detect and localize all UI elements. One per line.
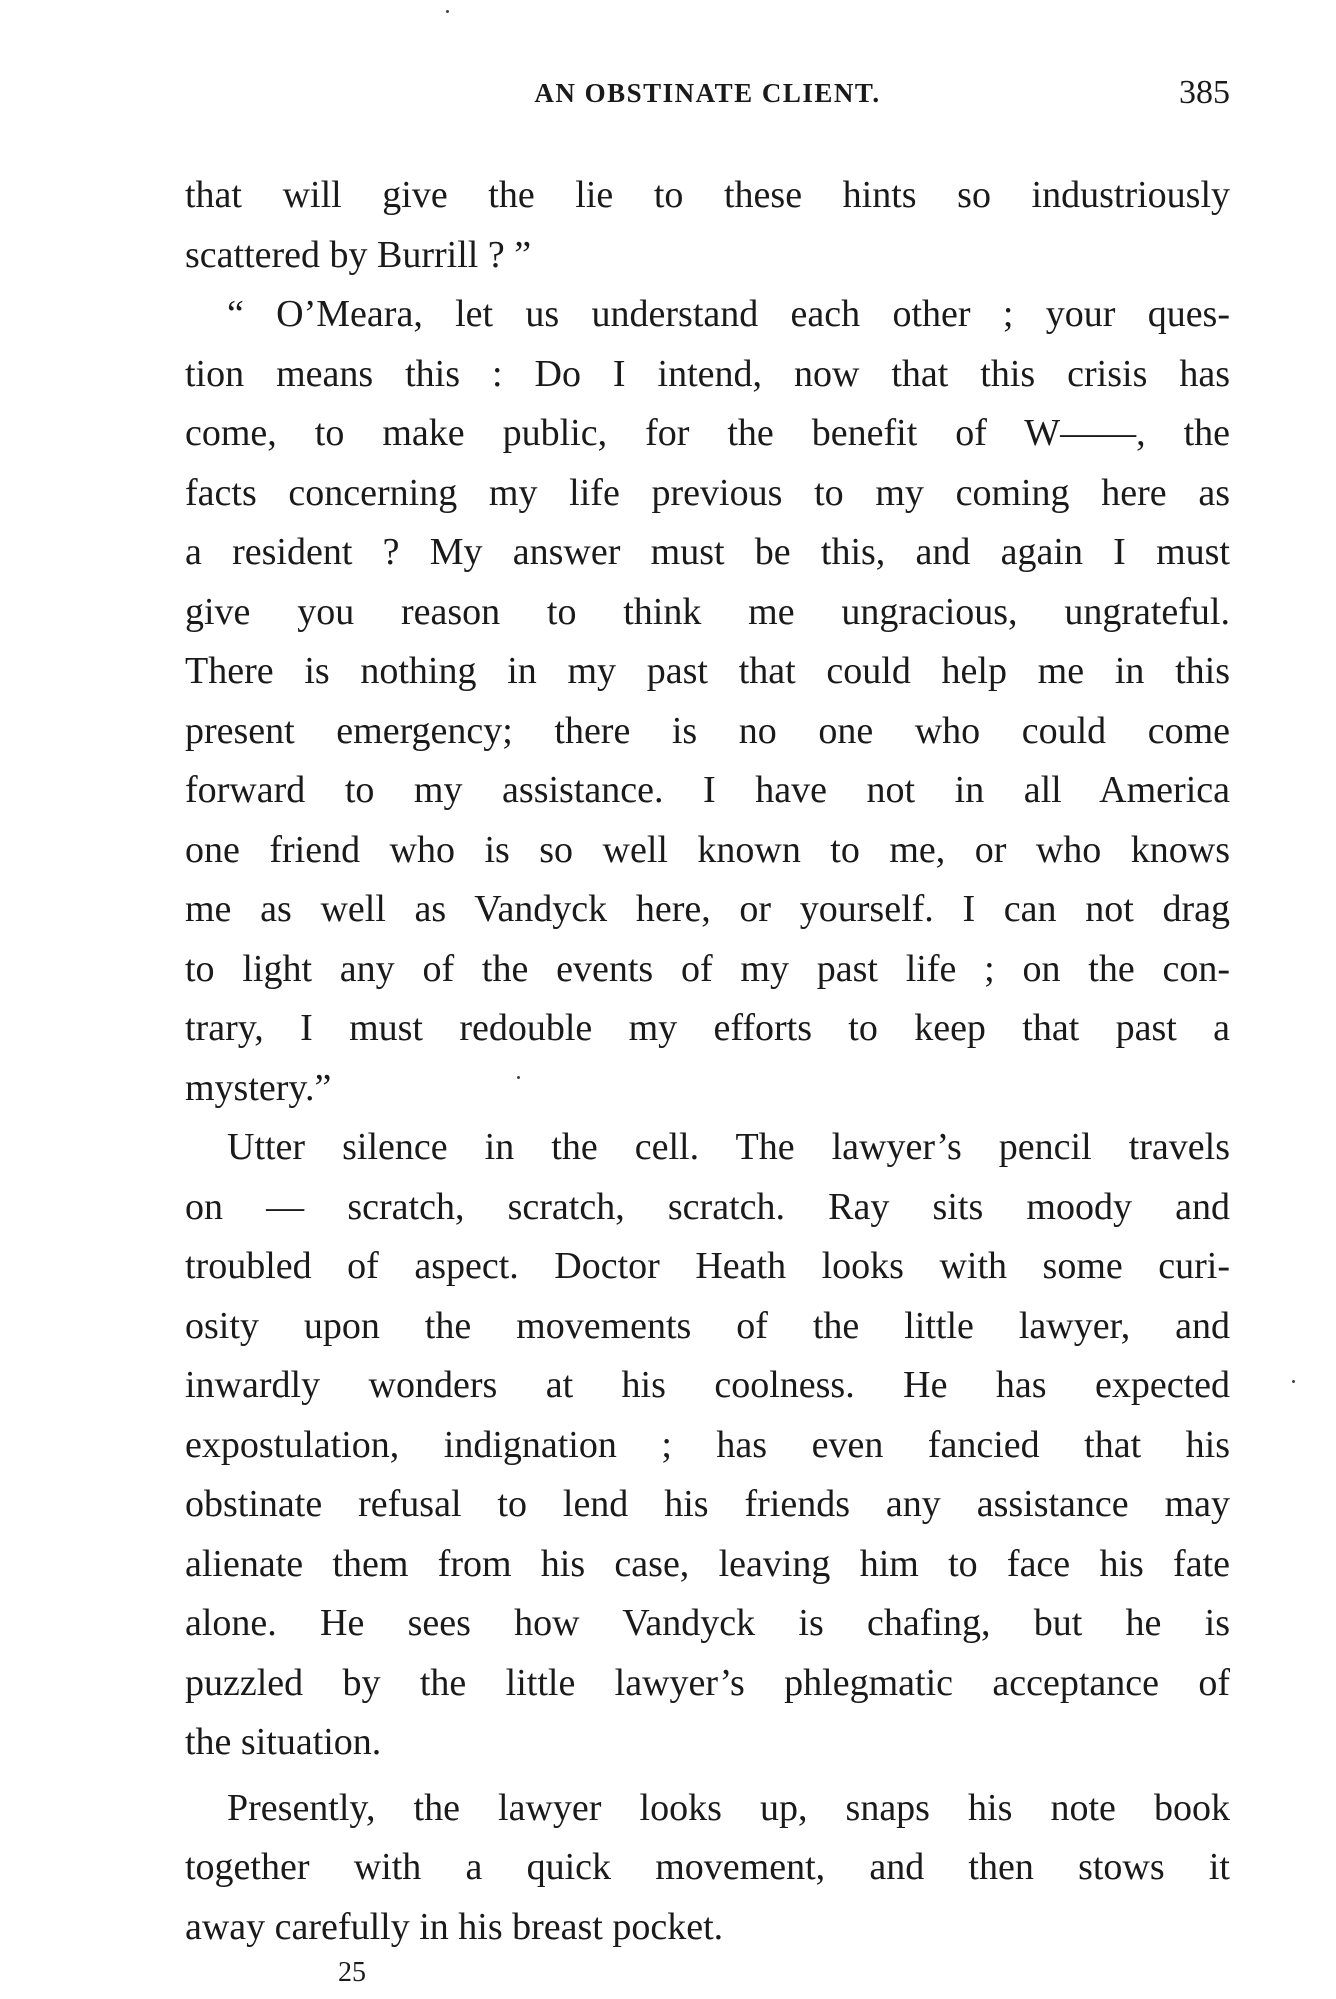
text-line: inwardly wonders at his coolness. He has expected: [185, 1364, 1230, 1406]
scan-speck: [446, 10, 449, 13]
text-line: one friend who is so well known to me, or who knows: [185, 828, 1230, 871]
paragraph: [185, 285, 1230, 1118]
text-line: osity upon the movements of the little lawyer, and: [185, 1304, 1230, 1347]
text-line: to light any of the events of my past life ; on the con-: [185, 947, 1230, 990]
text-line: “ O’Meara, let us understand each other ; your ques-: [227, 293, 1230, 335]
paragraph: [185, 1779, 1230, 1958]
text-line: come, to make public, for the benefit of W——, the: [185, 412, 1230, 454]
text-line: give you reason to think me ungracious, ungrateful.: [185, 590, 1230, 633]
text-line: facts concerning my life previous to my coming here as: [185, 471, 1230, 514]
paragraph: [185, 1118, 1230, 1773]
text-line: me as well as Vandyck here, or yourself. I can not drag: [185, 888, 1230, 930]
text-line: expostulation, indignation ; has even fancied that his: [185, 1423, 1230, 1466]
body-text: [185, 166, 1230, 1957]
text-line: the situation.: [185, 1721, 382, 1763]
text-line: away carefully in his breast pocket.: [185, 1905, 724, 1948]
page-number: 385: [1179, 74, 1230, 111]
text-line: tion means this : Do I intend, now that this crisis has: [185, 352, 1230, 395]
paragraph: [185, 166, 1230, 285]
text-line: troubled of aspect. Doctor Heath looks with some curi-: [185, 1245, 1230, 1287]
text-line: Utter silence in the cell. The lawyer’s pencil travels: [227, 1126, 1230, 1168]
text-line: trary, I must redouble my efforts to keep that past a: [185, 1007, 1230, 1049]
text-line: puzzled by the little lawyer’s phlegmatic acceptance of: [185, 1661, 1230, 1704]
scan-speck: [517, 1076, 520, 1079]
running-head: [185, 74, 1230, 128]
text-line: that will give the lie to these hints so industriously: [185, 174, 1230, 216]
signature-mark: 25: [338, 1957, 366, 1988]
text-line: on — scratch, scratch, scratch. Ray sits moody and: [185, 1185, 1230, 1228]
text-line: alone. He sees how Vandyck is chafing, but he is: [185, 1602, 1230, 1644]
text-line: alienate them from his case, leaving him to face his fate: [185, 1542, 1230, 1585]
text-line: present emergency; there is no one who could come: [185, 709, 1230, 752]
text-line: forward to my assistance. I have not in all America: [185, 769, 1230, 811]
scan-speck: [1292, 1380, 1295, 1383]
text-line: together with a quick movement, and then stows it: [185, 1846, 1230, 1888]
text-line: a resident ? My answer must be this, and again I must: [185, 531, 1230, 573]
text-line: scattered by Burrill ? ”: [185, 233, 532, 276]
text-line: mystery.”: [185, 1066, 332, 1109]
text-line: obstinate refusal to lend his friends any assistance may: [185, 1483, 1230, 1525]
text-line: Presently, the lawyer looks up, snaps his note book: [227, 1786, 1230, 1829]
text-line: There is nothing in my past that could help me in this: [185, 650, 1230, 692]
running-title: AN OBSTINATE CLIENT.: [534, 78, 881, 108]
